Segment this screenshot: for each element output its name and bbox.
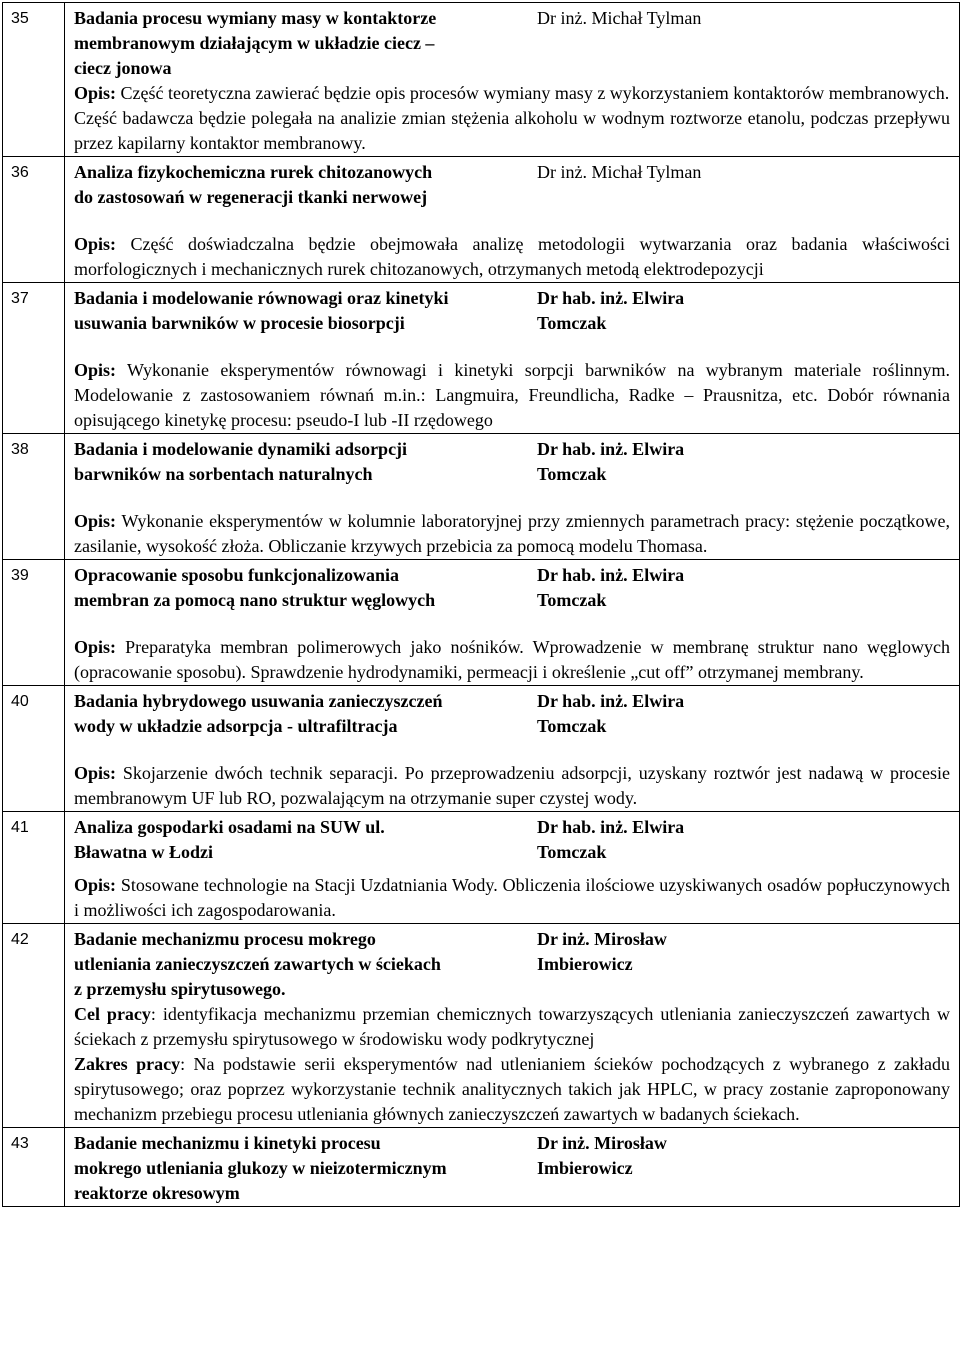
- topic-content: [65, 283, 959, 433]
- description-text: : Na podstawie serii eksperymentów nad utlenianiem ścieków pochodzących z wybranego z zakładu spirytusowego; oraz poprzez wykorzystanie technik analitycznych takich jak HPLC, w pracy zostanie zaproponowany mechanizm przebiegu procesu utleniania głównych zanieczyszczeń zawartych w badanych ściekach.: [74, 1054, 950, 1124]
- topic-header: [65, 157, 959, 210]
- topic-supervisor: Dr inż. Michał Tylman: [537, 162, 702, 182]
- topic-description: [65, 761, 959, 811]
- description-paragraph: [74, 635, 950, 685]
- topic-content: [65, 686, 959, 811]
- topic-row: [3, 560, 959, 686]
- topic-title: Badania hybrydowego usuwania zanieczyszczeń wody w układzie adsorpcja - ultrafiltracja: [74, 691, 443, 736]
- topic-header: [65, 3, 959, 81]
- topic-supervisor: Dr inż. Mirosław Imbierowicz: [537, 929, 667, 974]
- topic-content: [65, 434, 959, 559]
- topic-number: 37: [3, 283, 65, 433]
- topic-header: [65, 283, 959, 336]
- topic-supervisor: Dr hab. inż. Elwira Tomczak: [537, 691, 685, 736]
- topic-header: [65, 560, 959, 613]
- description-paragraph: [74, 106, 950, 156]
- topic-header: [65, 434, 959, 487]
- topic-description: [65, 635, 959, 685]
- description-paragraph: [74, 81, 950, 106]
- topic-number: 35: [3, 3, 65, 156]
- description-label: Opis:: [74, 511, 117, 531]
- topic-content: [65, 1128, 959, 1206]
- topic-header: [65, 686, 959, 739]
- description-paragraph: [74, 1002, 950, 1052]
- topic-content: [65, 157, 959, 282]
- topic-content: [65, 812, 959, 923]
- description-text: Część teoretyczna zawierać będzie opis procesów wymiany masy z wykorzystaniem kontaktorów membranowych.: [116, 83, 950, 103]
- topic-number: 40: [3, 686, 65, 811]
- thesis-topics-table: [2, 2, 960, 1207]
- topic-title: Badania i modelowanie dynamiki adsorpcji barwników na sorbentach naturalnych: [74, 439, 408, 484]
- topic-number: 42: [3, 924, 65, 1127]
- topic-title: Analiza fizykochemiczna rurek chitozanowych do zastosowań w regeneracji tkanki nerwowej: [74, 162, 433, 207]
- topic-description: [65, 873, 959, 923]
- description-text: Stosowane technologie na Stacji Uzdatniania Wody. Obliczenia ilościowe uzyskiwanych osadów popłuczynowych i możliwości ich zagospodarowania.: [74, 875, 950, 920]
- description-paragraph: [74, 358, 950, 433]
- topic-title: Opracowanie sposobu funkcjonalizowania membran za pomocą nano struktur węglowych: [74, 565, 436, 610]
- description-label: Opis:: [74, 637, 117, 657]
- description-label: Cel pracy: [74, 1004, 151, 1024]
- topic-title: Badania i modelowanie równowagi oraz kinetyki usuwania barwników w procesie biosorpcji: [74, 288, 449, 333]
- topic-row: [3, 924, 959, 1128]
- topic-header: [65, 1128, 959, 1206]
- topic-title: Badania procesu wymiany masy w kontaktorze membranowym działającym w układzie ciecz – ciecz jonowa: [74, 8, 437, 78]
- topic-row: [3, 283, 959, 434]
- topic-description: [65, 509, 959, 559]
- topic-row: [3, 434, 959, 560]
- description-text: : identyfikacja mechanizmu przemian chemicznych towarzyszących utleniania zanieczyszczeń zawartych w ściekach z przemysłu spirytusowego w środowisku wody podkrytycznej: [74, 1004, 950, 1049]
- description-text: Wykonanie eksperymentów w kolumnie laboratoryjnej przy zmiennych parametrach pracy: stężenie początkowe, zasilanie, wysokość złoża. Obliczanie krzywych przebicia za pomocą modelu Thomasa.: [74, 511, 950, 556]
- description-paragraph: [74, 873, 950, 923]
- description-paragraph: [74, 1052, 950, 1127]
- description-text: Wykonanie eksperymentów równowagi i kinetyki sorpcji barwników na wybranym materiale roślinnym. Modelowanie z zastosowaniem równań m.in.: Langmuira, Freundlicha, Radke – Prausnitza, etc. Dobór równania opisującego kinetykę procesu: pseudo-I lub -II rzędowego: [74, 360, 950, 430]
- description-label: Opis:: [74, 875, 117, 895]
- topic-supervisor: Dr hab. inż. Elwira Tomczak: [537, 817, 685, 862]
- description-label: Opis:: [74, 763, 117, 783]
- topic-row: [3, 686, 959, 812]
- topic-number: 41: [3, 812, 65, 923]
- description-label: Opis:: [74, 234, 117, 254]
- topic-supervisor: Dr hab. inż. Elwira Tomczak: [537, 439, 685, 484]
- topic-title: Analiza gospodarki osadami na SUW ul. Bławatna w Łodzi: [74, 817, 385, 862]
- description-text: Część doświadczalna będzie obejmowała analizę metodologii wytwarzania oraz badania właściwości morfologicznych i mechanicznych rurek chitozanowych, otrzymanych metodą elektrodepozycji: [74, 234, 950, 279]
- topic-description: [65, 81, 959, 156]
- description-paragraph: [74, 761, 950, 811]
- topic-row: [3, 3, 959, 157]
- topic-description: [65, 358, 959, 433]
- topic-content: [65, 924, 959, 1127]
- topic-description: [65, 232, 959, 282]
- topic-content: [65, 3, 959, 156]
- topic-supervisor: Dr inż. Michał Tylman: [537, 8, 702, 28]
- topic-row: [3, 157, 959, 283]
- topic-title: Badanie mechanizmu i kinetyki procesu mokrego utleniania glukozy w nieizotermicznym reaktorze okresowym: [74, 1133, 447, 1203]
- description-text: Skojarzenie dwóch technik separacji. Po przeprowadzeniu adsorpcji, uzyskany roztwór jest nadawą w procesie membranowym UF lub RO, pozwalającym na otrzymanie super czystej wody.: [74, 763, 950, 808]
- description-label: Opis:: [74, 83, 117, 103]
- description-label: Opis:: [74, 360, 117, 380]
- topic-number: 38: [3, 434, 65, 559]
- description-label: Zakres pracy: [74, 1054, 181, 1074]
- topic-row: [3, 812, 959, 924]
- topic-supervisor: Dr hab. inż. Elwira Tomczak: [537, 288, 685, 333]
- topic-header: [65, 812, 959, 865]
- topic-header: [65, 924, 959, 1002]
- description-text: Preparatyka membran polimerowych jako nośników. Wprowadzenie w membranę struktur nano węglowych (opracowanie sposobu). Sprawdzenie hydrodynamiki, permeacji i określenie „cut off” otrzymanej membrany.: [74, 637, 950, 682]
- description-paragraph: [74, 232, 950, 282]
- topic-number: 43: [3, 1128, 65, 1206]
- topic-row: [3, 1128, 959, 1207]
- topic-supervisor: Dr inż. Mirosław Imbierowicz: [537, 1133, 667, 1178]
- topic-title: Badanie mechanizmu procesu mokrego utleniania zanieczyszczeń zawartych w ściekach z przemysłu spirytusowego.: [74, 929, 441, 999]
- topic-content: [65, 560, 959, 685]
- description-text: Część badawcza będzie polegała na analizie zmian stężenia alkoholu w wodnym roztworze etanolu, podczas przepływu przez kapilarny kontaktor membranowy.: [74, 108, 950, 153]
- topic-number: 36: [3, 157, 65, 282]
- topic-description: [65, 1002, 959, 1127]
- description-paragraph: [74, 509, 950, 559]
- topic-supervisor: Dr hab. inż. Elwira Tomczak: [537, 565, 685, 610]
- topic-number: 39: [3, 560, 65, 685]
